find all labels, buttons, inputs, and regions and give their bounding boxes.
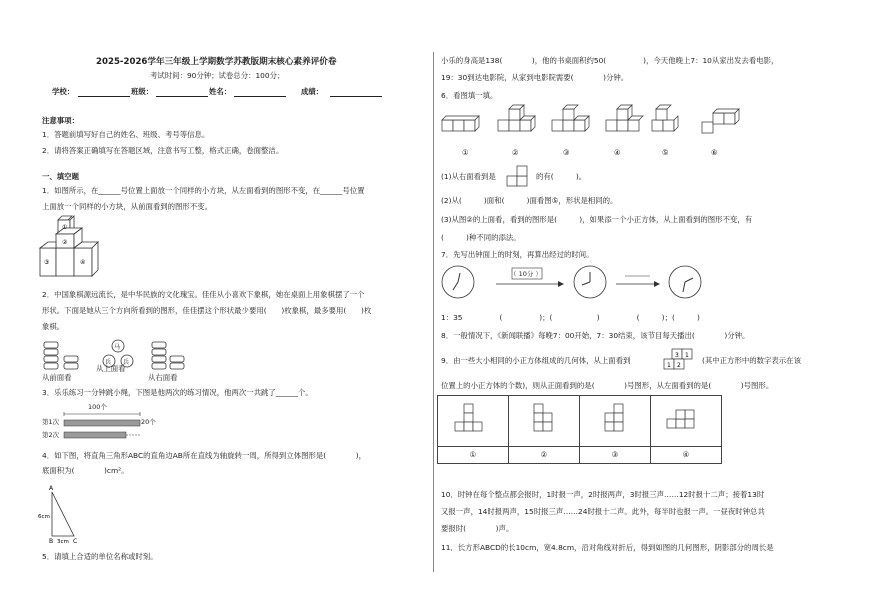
clock-interval-label: （ 10分 ） [510,270,542,278]
choice-figure [651,396,722,447]
note-item: 1．答题前填写好自己的姓名、班级、考号等信息。 [42,130,210,139]
vertex-label: B [49,538,54,545]
vertex-label: C [73,538,78,545]
question-text: 位置上的小正方体的个数)，则从正面看到的是( )号图形，从左面看到的是( )号图形。 [441,381,774,390]
base-length-label: 3cm [57,539,69,545]
class-field[interactable] [156,88,208,97]
choice-number: ① [438,447,509,464]
question-text: (3)从图②的上面看，看到的图形是( )，如果添一个小正方体，从上面看到的图形不变，有 [441,215,753,224]
question-text: (2)从( )面和( )面看图⑤，形状是相同的。 [441,196,618,205]
question-text: 形状。下面是她从三个方向所看到的图形，佳佳摆这个形状最少要用( )枚象棋，最多要用( )枚 [42,306,372,315]
right-view-shape [506,162,540,190]
jump-row-label: 第1次 [42,418,60,426]
choice-number: ④ [651,447,722,464]
grid-count: 2 [677,362,681,369]
view-label: 从上面看 [96,364,126,373]
question-text: 3．乐乐练习一分钟跳小绳，下图是他两次的练习情况，他两次一共跳了______个。 [42,388,313,397]
figure-number: ② [512,148,519,157]
score-field[interactable] [330,88,382,97]
jump-row-label: 第2次 [42,431,60,439]
side-length-label: 6cm [38,514,50,520]
view-label: 从前面看 [42,373,72,382]
cube-label: ② [62,239,68,246]
choice-number: ③ [580,447,651,464]
school-label: 学校： [52,87,75,96]
note-item: 2．请将答案正确填写在答题区域，注意书写工整，格式正确，卷面整洁。 [42,146,284,155]
class-label: 班级： [131,87,154,96]
question-text: 19：30到达电影院，从家到电影院需要( )分钟。 [441,73,629,82]
score-label: 成绩： [301,87,324,96]
choice-number: ② [509,447,580,464]
notes-heading: 注意事项： [42,116,79,125]
question-text: 又报一声，14时报两声，15时报三声……24时报十二声。此外，每半时也报一声。一昼夜时钟总共 [441,507,765,516]
cube-label: ① [62,224,68,231]
question-text: 6．看图填一填。 [441,91,498,100]
exam-info: 考试时间：90分钟；试卷总分：100分； [150,71,285,80]
choice-figure [438,396,509,447]
question-text: 小乐的身高是138( )，他的书桌面积约50( )，今天他晚上7：10从家出发去看电影， [441,56,779,65]
question-text: 7．先写出钟面上的时刻，再算出经过的时间。 [441,250,594,259]
clock-sequence-figure [440,264,710,304]
grid-count: 3 [675,352,679,359]
question-text: ( )种不同的添法。 [441,233,521,242]
figure-number: ⑤ [662,148,669,157]
name-label: 姓名： [209,87,232,96]
question-text: 要报时( )声。 [441,524,514,533]
question-text: (1)从右面看到是 [441,172,496,181]
question-text: 1：35 ( )；( ) ( )；( ) [441,313,700,322]
view-label: 从右面看 [148,373,178,382]
figure-number: ① [462,148,469,157]
column-divider [433,52,434,572]
question-text: 9．由一些大小相同的小正方体组成的几何体，从上面看到 [441,356,631,365]
chess-piece-label: 兵 [105,359,112,366]
grid-count: 1 [667,362,671,369]
question-text: 4．如下图，将直角三角形ABC的直角边AB所在直线为轴旋转一周，所得到立体图形是( )， [42,451,366,460]
choice-figure [580,396,651,447]
figure-number: ③ [563,148,570,157]
question-text: 1．如图所示，在______号位置上面放一个同样的小方块，从左面看到的图形不变，在______号位置 [42,186,365,195]
q6-solids-figure [440,108,750,142]
vertex-label: A [49,485,54,492]
cube-label: ③ [44,259,50,266]
question-text: 10．时钟在每个整点都会报时，1时报一声，2时报两声，3时报三声……12时报十二声；接着13时 [441,490,765,499]
question-text: (其中正方形中的数字表示在该 [702,356,801,365]
figure-number: ④ [614,148,621,157]
section-heading: 一、填空题 [42,172,79,181]
cube-stack-figure [38,218,108,282]
question-text: 象棋。 [42,322,65,331]
question-text: 8．一般情况下，《新闻联播》每晚7：00开始，7：30结束，该节目每天播出( )分钟。 [441,331,750,340]
question-text: 11．长方形ABCD的长10cm，宽4.8cm，沿对角线对折后，得到如图的几何图形，阴影部分的周长是 [441,543,774,552]
right-triangle-figure [40,484,90,546]
answer-choices-table [437,395,722,464]
cube-label: ④ [80,259,86,266]
jump-total-label: 100个 [88,403,107,411]
question-text: 上面放一个同样的小方块，从前面看到的图形不变。 [42,202,212,211]
question-text: 底面积为( )cm²。 [42,466,129,475]
question-text: 的有( )。 [536,172,587,181]
chess-piece-label: 兵 [123,359,130,366]
top-view-grid [662,347,704,373]
jump-extra-label: 20个 [141,418,156,426]
name-field[interactable] [234,88,286,97]
figure-number: ⑥ [711,148,718,157]
chess-piece-label: 马 [114,344,121,351]
school-field[interactable] [78,88,130,97]
grid-count: 1 [685,352,689,359]
question-text: 2．中国象棋源远流长，是中华民族的文化瑰宝。佳佳从小喜欢下象棋，她在桌面上用象棋摆了一个 [42,290,365,299]
question-text: 5．请填上合适的单位名称或时刻。 [42,552,158,561]
page-title: 2025-2026学年三年级上学期数学苏教版期末核心素养评价卷 [96,57,337,67]
choice-figure [509,396,580,447]
